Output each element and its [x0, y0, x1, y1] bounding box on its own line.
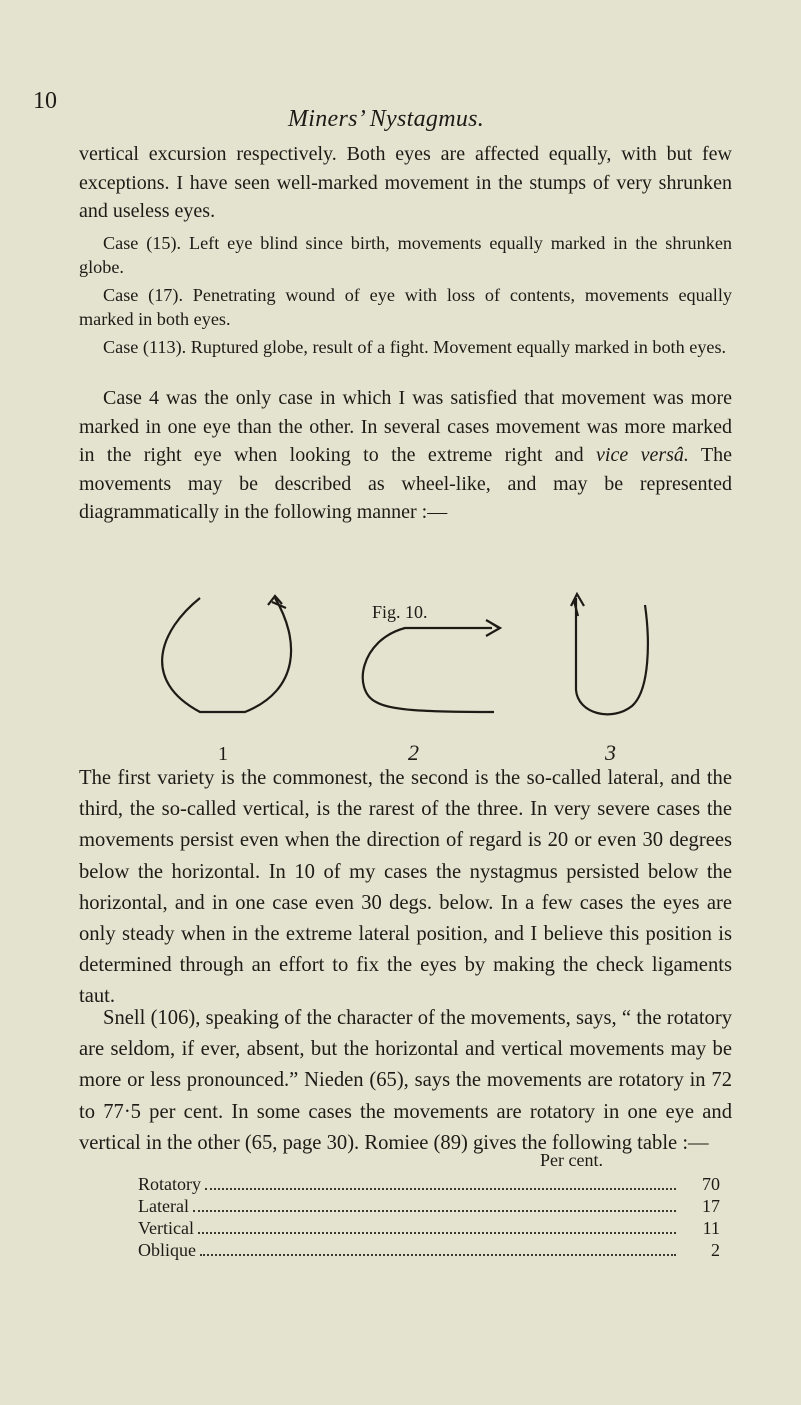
- figure-caption: Fig. 10.: [372, 602, 428, 622]
- dot-leader: [193, 1209, 676, 1212]
- paragraph-case-4-italic: vice versâ.: [596, 444, 689, 467]
- case-17-note: Case (17). Penetrating wound of eye with loss of contents, movements equally marked in both eyes.: [79, 285, 732, 329]
- dot-leader: [198, 1231, 676, 1234]
- case-15-note: Case (15). Left eye blind since birth, movements equally marked in the shrunken globe.: [79, 233, 732, 277]
- row-label: Lateral: [138, 1196, 189, 1216]
- paragraph-snell: Snell (106), speaking of the character of the movements, says, “ the rotatory are seldom, if ever, absent, but the horizontal and vertical movements may be more or less pronounced.” Nieden (65), says the movements are rotatory in 72 to 77·5 per cent. In some cases the movements are rotatory in one eye and vertical in the other (65, page 30). Romiee (89) gives the following table :—: [79, 1007, 732, 1154]
- page-number: 10: [33, 88, 57, 114]
- row-label: Rotatory: [138, 1174, 201, 1194]
- figure-label-1: 1: [218, 743, 228, 760]
- row-label: Vertical: [138, 1218, 194, 1238]
- case-113-note: Case (113). Ruptured globe, result of a fight. Movement equally marked in both eyes.: [103, 337, 727, 357]
- table-header: Per cent.: [540, 1150, 603, 1170]
- vertical-arrowhead: [571, 594, 584, 616]
- paragraph-intro: vertical excursion respectively. Both eyes are affected equally, with but few exceptions. I have seen well-marked movement in the stumps of very shrunken and useless eyes.: [79, 143, 732, 223]
- paragraph-varieties: The first variety is the commonest, the second is the so-called lateral, and the third, the so-called vertical, is the rarest of the three. In very severe cases the movements persist even when the direction of regard is 20 or even 30 degrees below the horizontal. In 10 of my cases the nystagmus persisted below the horizontal, and in one case even 30 degs. below. In a few cases the eyes are only steady when in the extreme lateral position, and I believe this position is determined through an effort to fix the eyes by making the check ligaments taut.: [79, 767, 732, 1008]
- table-row: [138, 1240, 720, 1262]
- row-value: 70: [702, 1174, 720, 1194]
- figure-label-3: 3: [605, 740, 616, 760]
- lateral-movement-path: [363, 628, 494, 712]
- paragraph-case-4-part-a: Case 4 was the only case in which I was satisfied that movement was more marked in one eye than the other. In several cases movement was more marked in the right eye when looking to the extreme right and: [79, 387, 732, 467]
- row-label: Oblique: [138, 1240, 196, 1260]
- table-row: [138, 1174, 720, 1196]
- row-value: 17: [702, 1196, 720, 1216]
- dot-leader: [200, 1253, 676, 1256]
- table-row: [138, 1196, 720, 1218]
- figure-label-2: 2: [408, 740, 419, 760]
- table-row: [138, 1218, 720, 1240]
- running-title: Miners’ Nystagmus.: [288, 106, 485, 132]
- row-value: 11: [702, 1218, 720, 1238]
- row-value: 2: [711, 1240, 720, 1260]
- rotatory-movement-path: [162, 598, 291, 712]
- dot-leader: [205, 1187, 676, 1190]
- vertical-movement-path: [576, 598, 648, 714]
- paragraph-case-4-part-b: The movements may be described as wheel-like, and may be represented diagrammatically in the following manner :—: [79, 444, 733, 524]
